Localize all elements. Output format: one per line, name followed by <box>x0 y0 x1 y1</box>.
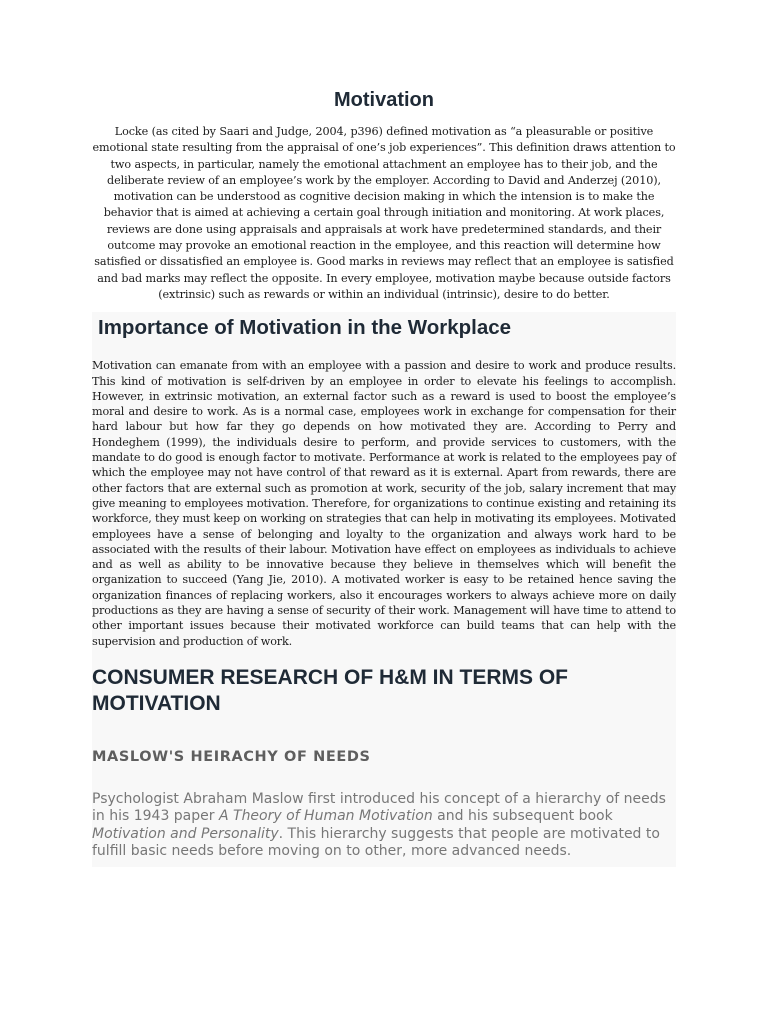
maslow-section <box>92 727 676 867</box>
maslow-text-2: and his subsequent book <box>432 808 613 825</box>
maslow-book-title: Motivation and Personality <box>92 825 279 842</box>
importance-section <box>92 312 676 649</box>
maslow-paper-title: A Theory of Human Motivation <box>218 808 433 825</box>
importance-heading: Importance of Motivation in the Workplace <box>98 316 512 340</box>
maslow-paragraph <box>92 783 676 867</box>
consumer-research-heading: CONSUMER RESEARCH OF H&M IN TERMS OF MOTIVATION <box>92 665 569 715</box>
document-page <box>92 86 676 867</box>
importance-paragraph: Motivation can emanate from with an employee with a passion and desire to work and produce results. This kind of motivation is self-driven by an employee in order to elevate his feelings to accomplish. However, in extrinsic motivation, an external factor such as a reward is used to boost the employee’s moral and desire to work. As is a normal case, employees work in exchange for compensation for their hard labour but how far they go depends on how motivated they are. According to Perry and Hondeghem (1999), the individuals desire to perform, and provide services to customers, with the mandate to do good is enough factor to motivate. Performance at work is related to the employees pay of which the employee may not have control of that reward as it is external. Apart from rewards, there are other factors that are external such as promotion at work, security of the job, salary increment that may give meaning to employees motivation. Therefore, for organizations to continue existing and retaining its workforce, they must keep on working on strategies that can help in motivating its employees. Motivated employees have a sense of belonging and loyalty to the organization and always work hard to be associated with the results of their labour. Motivation have effect on employees as individuals to achieve and as well as ability to be innovative because they believe in themselves which will benefit the organization to succeed (Yang Jie, 2010). A motivated worker is easy to be retained hence saving the organization finances of replacing workers, also it encourages workers to always achieve more on daily productions as they are having a sense of security of their work. Management will have time to attend to other important issues because their motivated workforce can build teams that can help with the supervision and production of work. <box>92 359 676 648</box>
maslow-text-1: Psychologist Abraham Maslow first introduced his concept of a hierarchy of needs in his 1943 paper <box>92 790 666 825</box>
consumer-section <box>92 649 676 727</box>
intro-paragraph: Locke (as cited by Saari and Judge, 2004, p396) defined motivation as “a pleasurable or positive emotional state resulting from the appraisal of one’s job experiences”. This definition draws attention to two aspects, in particular, namely the emotional attachment an employee has to their job, and the deliberate review of an employee’s work by the employer. According to David and Anderzej (2010), motivation can be understood as cognitive decision making in which the intension is to make the behavior that is aimed at achieving a certain goal through initiation and monitoring. At work places, reviews are done using appraisals and appraisals at work have predetermined standards, and their outcome may provoke an emotional reaction in the employee, and this reaction will determine how satisfied or dissatisfied an employee is. Good marks in reviews may reflect that an employee is satisfied and bad marks may reflect the opposite. In every employee, motivation maybe because outside factors (extrinsic) such as rewards or within an individual (intrinsic), desire to do better. <box>92 125 676 301</box>
maslow-text-3: . This hierarchy suggests that people are motivated to fulfill basic needs before moving on to other, more advanced needs. <box>92 825 660 860</box>
maslow-heading: MASLOW'S HEIRACHY OF NEEDS <box>92 748 371 765</box>
document-title: Motivation <box>334 89 434 111</box>
